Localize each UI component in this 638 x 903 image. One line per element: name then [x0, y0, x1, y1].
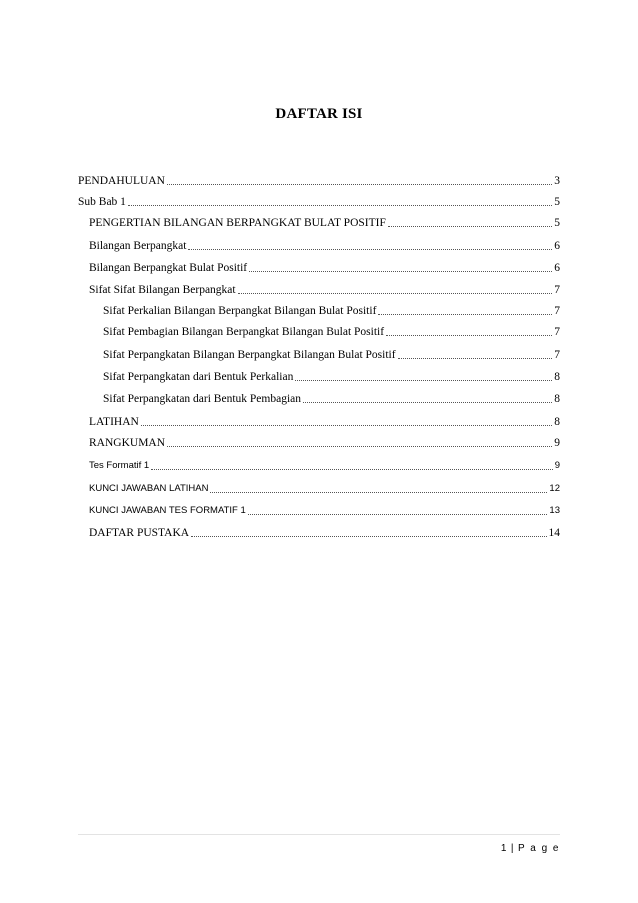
- footer-divider: [78, 834, 560, 835]
- toc-leader-dots: [151, 469, 553, 470]
- toc-leader-dots: [303, 402, 552, 403]
- toc-leader-dots: [128, 205, 552, 206]
- toc-entry-page: 7: [554, 326, 560, 338]
- toc-entry-sifat-perpangkatan[interactable]: [103, 346, 560, 362]
- toc-entry-label: PENGERTIAN BILANGAN BERPANGKAT BULAT POSITIF: [89, 217, 386, 229]
- toc-leader-dots: [248, 514, 548, 515]
- toc-entry-label: Sifat Perpangkatan dari Bentuk Perkalian: [103, 371, 294, 383]
- toc-entry-label: Sifat Perkalian Bilangan Berpangkat Bilangan Bulat Positif: [103, 305, 377, 317]
- toc-entry-label: Tes Formatif 1: [89, 460, 150, 471]
- toc-entry-daftar-pustaka[interactable]: [89, 524, 560, 540]
- toc-entry-page: 8: [554, 416, 560, 428]
- toc-leader-dots: [210, 492, 547, 493]
- toc-entry-latihan[interactable]: [89, 413, 560, 429]
- toc-entry-pengertian[interactable]: [89, 214, 560, 230]
- toc-entry-page: 6: [554, 240, 560, 252]
- footer-page-word: P a g e: [517, 843, 560, 854]
- toc-entry-page: 7: [554, 349, 560, 361]
- toc-entry-sifat-pembagian[interactable]: [103, 323, 560, 339]
- toc-entry-page: 8: [554, 393, 560, 405]
- toc-entry-tes-formatif-1[interactable]: [89, 457, 560, 473]
- toc-entry-page: 13: [549, 505, 560, 516]
- toc-entry-page: 7: [554, 305, 560, 317]
- toc-leader-dots: [238, 293, 553, 294]
- toc-leader-dots: [167, 184, 552, 185]
- toc-leader-dots: [249, 271, 552, 272]
- toc-entry-kunci-jawaban-tes[interactable]: [89, 502, 560, 518]
- toc-entry-pendahuluan[interactable]: [78, 172, 560, 188]
- toc-entry-page: 9: [554, 437, 560, 449]
- toc-entry-bilangan-berpangkat-bulat-positif[interactable]: [89, 259, 560, 275]
- toc-entry-page: 8: [554, 371, 560, 383]
- toc-entry-page: 6: [554, 262, 560, 274]
- toc-leader-dots: [378, 314, 552, 315]
- toc-leader-dots: [167, 446, 552, 447]
- toc-entry-page: 14: [548, 527, 560, 539]
- footer-page-number: 1: [500, 843, 508, 854]
- toc-entry-rangkuman[interactable]: [89, 434, 560, 450]
- toc-entry-sub-bab-1[interactable]: [78, 193, 560, 209]
- toc-leader-dots: [388, 226, 552, 227]
- toc-entry-label: RANGKUMAN: [89, 437, 166, 449]
- toc-leader-dots: [386, 335, 552, 336]
- toc-entry-page: 7: [554, 284, 560, 296]
- page-footer: [501, 843, 560, 854]
- toc-entry-label: Sub Bab 1: [78, 196, 126, 208]
- toc-entry-page: 5: [554, 196, 560, 208]
- toc-entry-page: 9: [554, 460, 560, 471]
- toc-entry-page: 3: [554, 175, 560, 187]
- toc-entry-bilangan-berpangkat[interactable]: [89, 237, 560, 253]
- footer-separator: |: [510, 843, 515, 854]
- toc-entry-label: Bilangan Berpangkat: [89, 240, 187, 252]
- toc-entry-sifat-perpangkatan-perkalian[interactable]: [103, 368, 560, 384]
- toc-entry-label: Bilangan Berpangkat Bulat Positif: [89, 262, 248, 274]
- toc-entry-label: Sifat Pembagian Bilangan Berpangkat Bilangan Bulat Positif: [103, 326, 385, 338]
- page-title: DAFTAR ISI: [275, 106, 363, 122]
- toc-entry-kunci-jawaban-latihan[interactable]: [89, 480, 560, 496]
- toc-entry-label: LATIHAN: [89, 416, 139, 428]
- toc-entry-label: Sifat Sifat Bilangan Berpangkat: [89, 284, 236, 296]
- toc-leader-dots: [191, 536, 546, 537]
- toc-entry-page: 12: [549, 483, 560, 494]
- toc-entry-page: 5: [554, 217, 560, 229]
- toc-leader-dots: [188, 249, 552, 250]
- toc-entry-sifat-perpangkatan-pembagian[interactable]: [103, 390, 560, 406]
- toc-entry-label: KUNCI JAWABAN TES FORMATIF 1: [89, 505, 246, 516]
- toc-entry-label: Sifat Perpangkatan Bilangan Berpangkat Bilangan Bulat Positif: [103, 349, 396, 361]
- toc-leader-dots: [295, 380, 552, 381]
- toc-entry-label: KUNCI JAWABAN LATIHAN: [89, 483, 209, 494]
- toc-entry-sifat-sifat[interactable]: [89, 281, 560, 297]
- toc-entry-label: Sifat Perpangkatan dari Bentuk Pembagian: [103, 393, 302, 405]
- toc-entry-label: PENDAHULUAN: [78, 175, 165, 187]
- toc-entry-label: DAFTAR PUSTAKA: [89, 527, 190, 539]
- toc-entry-sifat-perkalian[interactable]: [103, 302, 560, 318]
- toc-leader-dots: [141, 425, 552, 426]
- toc-leader-dots: [398, 358, 553, 359]
